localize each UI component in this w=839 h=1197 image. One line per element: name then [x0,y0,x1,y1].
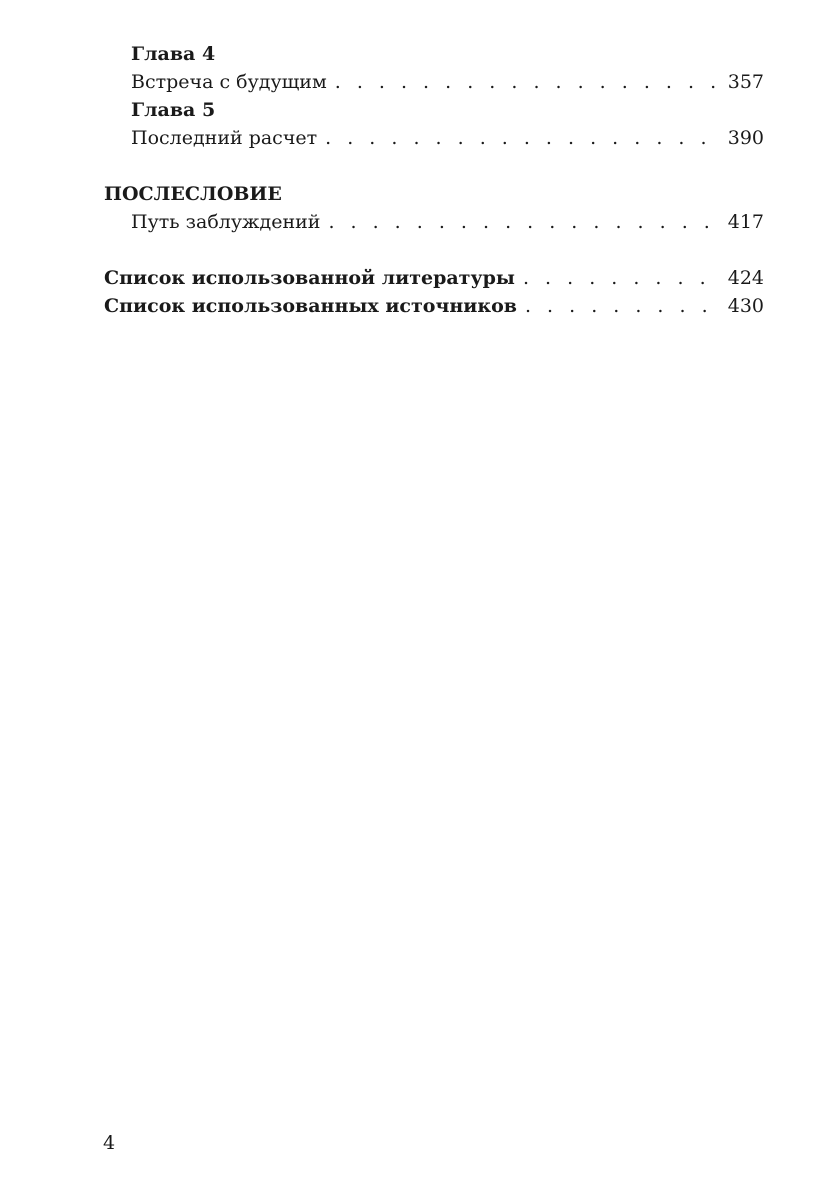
toc-entry-title: Список использованных источников [104,295,517,317]
toc-entry-afterword[interactable] [104,208,764,236]
toc-entry-page: 357 [727,71,764,93]
dot-leader [328,208,720,236]
section-spacer [104,152,764,180]
toc-entry-chapter-4[interactable] [104,68,764,96]
table-of-contents [104,40,764,320]
section-spacer [104,236,764,264]
toc-entry-literature[interactable] [104,264,764,292]
dot-leader [335,68,720,96]
chapter-5-heading [104,96,764,124]
chapter-5-heading-text: Глава 5 [131,99,216,121]
toc-entry-page: 424 [727,267,764,289]
toc-entry-page: 417 [727,211,764,233]
page-number: 4 [103,1132,116,1154]
dot-leader [525,292,720,320]
chapter-4-heading [104,40,764,68]
toc-entry-title: Путь заблуждений [131,211,321,233]
toc-entry-title: Список использованной литературы [104,267,515,289]
dot-leader [523,264,720,292]
toc-entry-title: Последний расчет [131,127,318,149]
afterword-heading-text: ПОСЛЕСЛОВИЕ [104,183,282,205]
dot-leader [325,124,720,152]
toc-entry-title: Встреча с будущим [131,71,327,93]
toc-entry-page: 390 [727,127,764,149]
afterword-heading [104,180,764,208]
toc-entry-page: 430 [727,295,764,317]
toc-entry-sources[interactable] [104,292,764,320]
toc-entry-chapter-5[interactable] [104,124,764,152]
chapter-4-heading-text: Глава 4 [131,43,216,65]
